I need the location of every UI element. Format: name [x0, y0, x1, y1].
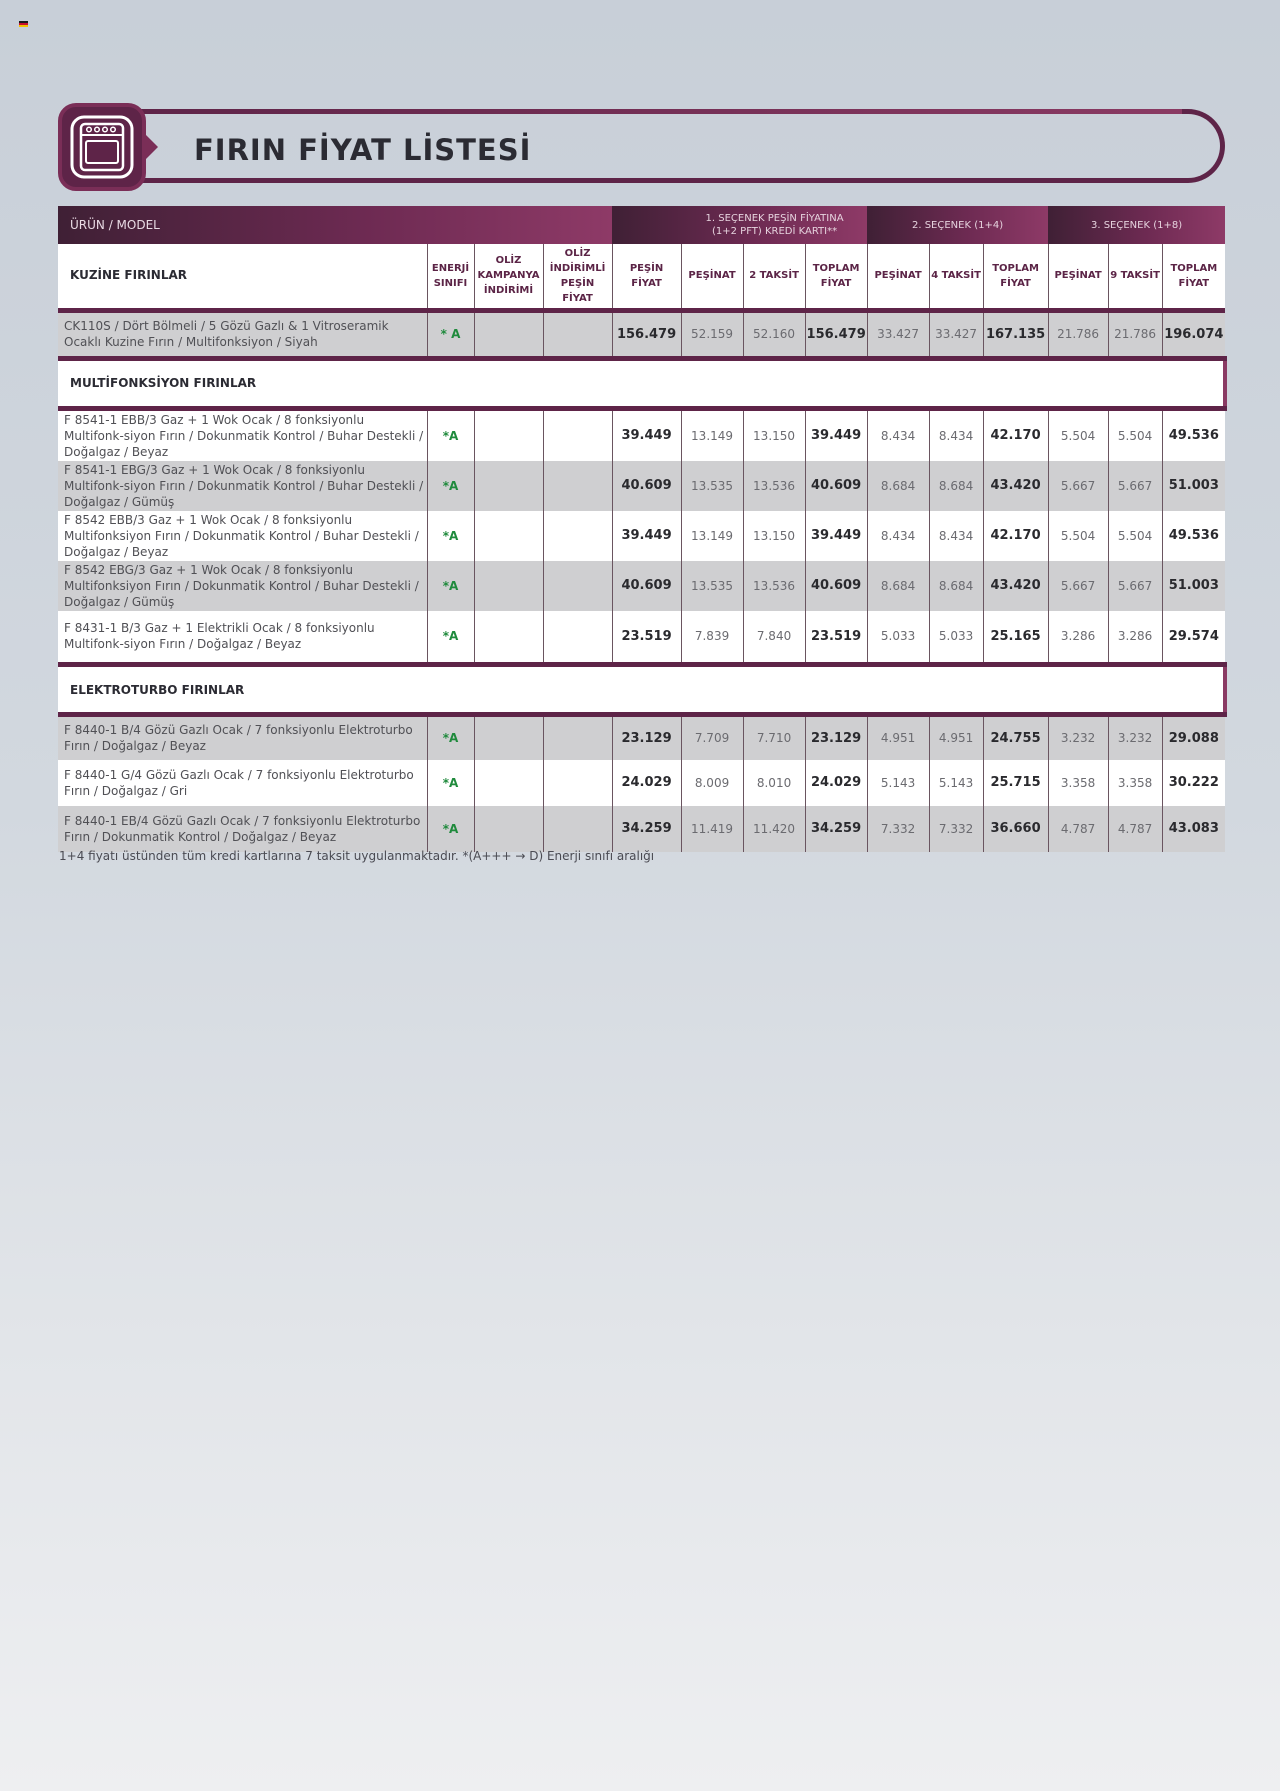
cell-total2: 43.420 — [983, 561, 1048, 611]
cell-cash: 24.029 — [612, 760, 681, 806]
table-row — [58, 310, 1225, 358]
page-title: FIRIN FİYAT LİSTESİ — [194, 133, 532, 167]
cell-cash: 23.519 — [612, 611, 681, 665]
cell-down2: 8.684 — [867, 561, 929, 611]
cell-model: F 8542 EBB/3 Gaz + 1 Wok Ocak / 8 fonksiyonlu Multifonksiyon Fırın / Dokunmatik Kontrol / Buhar Destekli / Doğalgaz / Beyaz — [58, 511, 427, 561]
cell-energy: *A — [427, 511, 474, 561]
discounted-header: OLİZ İNDİRİMLİ PEŞİN FİYAT — [543, 244, 612, 310]
price-table — [58, 206, 1227, 852]
cell-down2: 8.434 — [867, 408, 929, 461]
table-row — [58, 760, 1225, 806]
cell-inst9: 5.667 — [1108, 561, 1162, 611]
cell-model: CK110S / Dört Bölmeli / 5 Gözü Gazlı & 1 Vitroseramik Ocaklı Kuzine Fırın / Multifonksiyon / Siyah — [58, 310, 427, 358]
cell-down2: 8.684 — [867, 461, 929, 511]
multifonksiyon-section — [58, 408, 1225, 665]
cell-inst2: 8.010 — [743, 760, 805, 806]
cell-campaign — [474, 611, 543, 665]
cell-total1: 34.259 — [805, 806, 867, 852]
table-row — [58, 806, 1225, 852]
cell-discounted — [543, 511, 612, 561]
down3-header: PEŞİNAT — [1048, 244, 1108, 310]
cell-down3: 5.504 — [1048, 511, 1108, 561]
section-title: MULTİFONKSİYON FIRINLAR — [58, 358, 1225, 408]
section-row-multifonksiyon — [58, 358, 1225, 408]
cell-energy: *A — [427, 611, 474, 665]
cell-cash: 40.609 — [612, 461, 681, 511]
cell-inst4: 8.684 — [929, 561, 983, 611]
cell-down3: 3.286 — [1048, 611, 1108, 665]
cell-inst9: 3.232 — [1108, 715, 1162, 760]
cell-total3: 51.003 — [1162, 461, 1225, 511]
cell-model: F 8440-1 EB/4 Gözü Gazlı Ocak / 7 fonksiyonlu Elektroturbo Fırın / Dokunmatik Kontrol / Doğalgaz / Beyaz — [58, 806, 427, 852]
table-row — [58, 461, 1225, 511]
cell-inst2: 7.840 — [743, 611, 805, 665]
oven-icon — [58, 103, 146, 191]
cell-down1: 13.535 — [681, 461, 743, 511]
table-row — [58, 611, 1225, 665]
cell-down1: 52.159 — [681, 310, 743, 358]
title-banner — [58, 103, 1225, 191]
cell-campaign — [474, 561, 543, 611]
cell-total3: 49.536 — [1162, 511, 1225, 561]
cell-down3: 3.232 — [1048, 715, 1108, 760]
cell-model: F 8542 EBG/3 Gaz + 1 Wok Ocak / 8 fonksiyonlu Multifonksiyon Fırın / Dokunmatik Kontrol / Buhar Destekli / Doğalgaz / Gümüş — [58, 561, 427, 611]
cell-cash: 23.129 — [612, 715, 681, 760]
cell-total1: 39.449 — [805, 511, 867, 561]
table-row — [58, 715, 1225, 760]
cell-model: F 8431-1 B/3 Gaz + 1 Elektrikli Ocak / 8 fonksiyonlu Multifonk-siyon Fırın / Doğalgaz / Beyaz — [58, 611, 427, 665]
cell-down1: 13.535 — [681, 561, 743, 611]
cell-down1: 7.839 — [681, 611, 743, 665]
cell-down1: 7.709 — [681, 715, 743, 760]
cell-down3: 5.667 — [1048, 561, 1108, 611]
banner-arrow-icon — [144, 133, 158, 161]
cell-total3: 51.003 — [1162, 561, 1225, 611]
table-row — [58, 408, 1225, 461]
cell-inst9: 5.667 — [1108, 461, 1162, 511]
cell-model: F 8541-1 EBG/3 Gaz + 1 Wok Ocak / 8 fonksiyonlu Multifonk-siyon Fırın / Dokunmatik Kontrol / Buhar Destekli / Doğalgaz / Gümüş — [58, 461, 427, 511]
cell-total3: 196.074 — [1162, 310, 1225, 358]
cell-campaign — [474, 461, 543, 511]
cell-inst4: 8.434 — [929, 511, 983, 561]
cell-down3: 21.786 — [1048, 310, 1108, 358]
cell-discounted — [543, 611, 612, 665]
inst9-header: 9 TAKSİT — [1108, 244, 1162, 310]
cell-inst2: 13.150 — [743, 511, 805, 561]
option2-header: 2. SEÇENEK (1+4) — [867, 206, 1048, 244]
cell-total3: 29.574 — [1162, 611, 1225, 665]
cell-energy: *A — [427, 461, 474, 511]
flag-icon — [19, 21, 28, 27]
cell-model: F 8440-1 B/4 Gözü Gazlı Ocak / 7 fonksiyonlu Elektroturbo Fırın / Doğalgaz / Beyaz — [58, 715, 427, 760]
cell-total2: 36.660 — [983, 806, 1048, 852]
cell-down2: 8.434 — [867, 511, 929, 561]
cell-cash: 39.449 — [612, 408, 681, 461]
cell-down1: 13.149 — [681, 511, 743, 561]
footnote: 1+4 fiyatı üstünden tüm kredi kartlarına 7 taksit uygulanmaktadır. *(A+++ → D) Enerji sınıfı aralığı — [59, 849, 655, 863]
cell-model: F 8440-1 G/4 Gözü Gazlı Ocak / 7 fonksiyonlu Elektroturbo Fırın / Doğalgaz / Gri — [58, 760, 427, 806]
cell-energy: *A — [427, 806, 474, 852]
cell-total1: 40.609 — [805, 561, 867, 611]
cell-down3: 4.787 — [1048, 806, 1108, 852]
cell-energy: *A — [427, 561, 474, 611]
column-header-row — [58, 244, 1225, 310]
cell-down2: 5.143 — [867, 760, 929, 806]
down1-header: PEŞİNAT — [681, 244, 743, 310]
cell-total2: 25.715 — [983, 760, 1048, 806]
model-header: ÜRÜN / MODEL — [58, 206, 612, 244]
cell-inst2: 13.536 — [743, 561, 805, 611]
cell-down2: 5.033 — [867, 611, 929, 665]
cell-inst9: 5.504 — [1108, 408, 1162, 461]
cell-cash: 39.449 — [612, 511, 681, 561]
cell-energy: *A — [427, 715, 474, 760]
cell-total2: 24.755 — [983, 715, 1048, 760]
cell-total2: 43.420 — [983, 461, 1048, 511]
section-title: ELEKTROTURBO FIRINLAR — [58, 665, 1225, 715]
cell-cash: 34.259 — [612, 806, 681, 852]
section-row-elektroturbo — [58, 665, 1225, 715]
cell-inst2: 52.160 — [743, 310, 805, 358]
cell-inst2: 13.150 — [743, 408, 805, 461]
cell-discounted — [543, 408, 612, 461]
cell-campaign — [474, 310, 543, 358]
cell-inst4: 7.332 — [929, 806, 983, 852]
cell-total2: 42.170 — [983, 408, 1048, 461]
cell-discounted — [543, 760, 612, 806]
cell-inst9: 3.286 — [1108, 611, 1162, 665]
cell-energy: * A — [427, 310, 474, 358]
cell-campaign — [474, 806, 543, 852]
cell-down3: 3.358 — [1048, 760, 1108, 806]
cell-total1: 23.519 — [805, 611, 867, 665]
cell-inst4: 33.427 — [929, 310, 983, 358]
cell-discounted — [543, 715, 612, 760]
cell-campaign — [474, 715, 543, 760]
cell-discounted — [543, 806, 612, 852]
elektroturbo-section — [58, 715, 1225, 852]
cell-inst9: 3.358 — [1108, 760, 1162, 806]
cell-inst9: 5.504 — [1108, 511, 1162, 561]
cell-energy: *A — [427, 408, 474, 461]
down2-header: PEŞİNAT — [867, 244, 929, 310]
table-row — [58, 511, 1225, 561]
cell-total1: 24.029 — [805, 760, 867, 806]
cell-campaign — [474, 408, 543, 461]
cell-total2: 25.165 — [983, 611, 1048, 665]
cell-down2: 4.951 — [867, 715, 929, 760]
cell-model: F 8541-1 EBB/3 Gaz + 1 Wok Ocak / 8 fonksiyonlu Multifonk-siyon Fırın / Dokunmatik Kontrol / Buhar Destekli / Doğalgaz / Beyaz — [58, 408, 427, 461]
cell-cash: 156.479 — [612, 310, 681, 358]
table-top-header — [58, 206, 1225, 244]
cell-energy: *A — [427, 760, 474, 806]
category-header: KUZİNE FIRINLAR — [58, 244, 427, 310]
option3-header: 3. SEÇENEK (1+8) — [1048, 206, 1225, 244]
cell-total2: 167.135 — [983, 310, 1048, 358]
cell-down3: 5.667 — [1048, 461, 1108, 511]
cell-total3: 49.536 — [1162, 408, 1225, 461]
cell-down2: 33.427 — [867, 310, 929, 358]
cell-discounted — [543, 561, 612, 611]
cell-total1: 40.609 — [805, 461, 867, 511]
kuzine-section — [58, 310, 1225, 358]
cell-inst4: 5.143 — [929, 760, 983, 806]
cell-down3: 5.504 — [1048, 408, 1108, 461]
cell-total3: 29.088 — [1162, 715, 1225, 760]
cell-total1: 39.449 — [805, 408, 867, 461]
cell-inst4: 8.684 — [929, 461, 983, 511]
cell-down1: 13.149 — [681, 408, 743, 461]
total3-header: TOPLAM FİYAT — [1162, 244, 1225, 310]
table-row — [58, 561, 1225, 611]
energy-header: ENERJİ SINIFI — [427, 244, 474, 310]
cell-inst4: 5.033 — [929, 611, 983, 665]
cell-down2: 7.332 — [867, 806, 929, 852]
cash-price-header: PEŞİN FİYAT — [612, 244, 681, 310]
cell-inst2: 13.536 — [743, 461, 805, 511]
cell-inst9: 4.787 — [1108, 806, 1162, 852]
campaign-header: OLİZ KAMPANYA İNDİRİMİ — [474, 244, 543, 310]
cell-total1: 156.479 — [805, 310, 867, 358]
cell-inst2: 11.420 — [743, 806, 805, 852]
cell-total3: 30.222 — [1162, 760, 1225, 806]
cell-down1: 8.009 — [681, 760, 743, 806]
cell-inst9: 21.786 — [1108, 310, 1162, 358]
inst4-header: 4 TAKSİT — [929, 244, 983, 310]
cell-total2: 42.170 — [983, 511, 1048, 561]
cell-down1: 11.419 — [681, 806, 743, 852]
cell-inst4: 8.434 — [929, 408, 983, 461]
cell-campaign — [474, 511, 543, 561]
cell-total1: 23.129 — [805, 715, 867, 760]
cell-inst4: 4.951 — [929, 715, 983, 760]
option1-header: 1. SEÇENEK PEŞİN FİYATINA (1+2 PFT) KREDİ KARTI** — [612, 206, 867, 244]
cell-inst2: 7.710 — [743, 715, 805, 760]
cell-discounted — [543, 461, 612, 511]
cell-cash: 40.609 — [612, 561, 681, 611]
total2-header: TOPLAM FİYAT — [983, 244, 1048, 310]
total1-header: TOPLAM FİYAT — [805, 244, 867, 310]
cell-discounted — [543, 310, 612, 358]
cell-total3: 43.083 — [1162, 806, 1225, 852]
cell-campaign — [474, 760, 543, 806]
inst2-header: 2 TAKSİT — [743, 244, 805, 310]
